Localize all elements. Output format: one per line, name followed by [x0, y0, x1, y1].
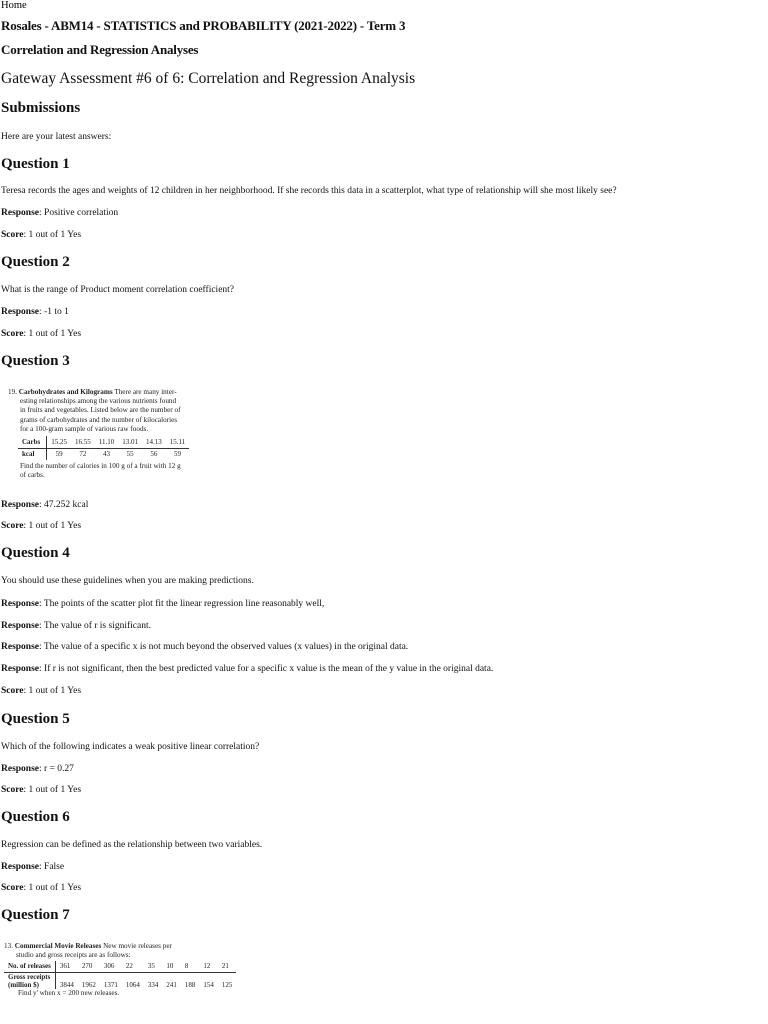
home-link[interactable]: Home: [1, 0, 27, 11]
figure-footer: Find y' when x = 200 new releases.: [18, 988, 120, 997]
table-row-label: Carbs: [18, 436, 47, 448]
table-cell: 361: [59, 962, 71, 971]
question-3-response: Response: 47.252 kcal: [1, 500, 89, 510]
submissions-heading: Submissions: [1, 100, 81, 116]
score-label: Score: [1, 785, 24, 795]
question-1-prompt: Teresa records the ages and weights of 12 children in her neighborhood. If she records this data in a scatterplot, what type of relationship will she most likely see?: [1, 186, 617, 196]
response-label: Response: [1, 862, 40, 872]
table-cell: 13.01: [122, 437, 139, 446]
table-cell: 59: [55, 450, 63, 459]
figure-title: Commercial Movie Releases: [14, 942, 102, 950]
question-4-heading: Question 4: [1, 545, 70, 561]
score-label: Score: [1, 230, 24, 240]
score-value: 1 out of 1 Yes: [28, 329, 82, 339]
table-cell: 56: [150, 450, 158, 459]
figure-number: 19.: [8, 388, 17, 396]
table-cell: 11.10: [98, 437, 115, 446]
table-row-label: No. of releases: [4, 961, 55, 972]
question-2-response: Response: -1 to 1: [1, 307, 69, 317]
table-cell: 241: [166, 980, 177, 989]
question-7-figure: [4, 942, 233, 1012]
breadcrumb-course[interactable]: Rosales - ABM14 - STATISTICS and PROBABILITY (2021-2022) - Term 3: [1, 18, 406, 33]
question-4-response-1: Response: The points of the scatter plot fit the linear regression line reasonably well,: [1, 599, 325, 609]
score-label: Score: [1, 521, 24, 531]
question-3-score: Score: 1 out of 1 Yes: [1, 521, 82, 531]
figure-footer: Find the number of calories in 100 g of a fruit with 12 g: [20, 462, 181, 471]
figure-text: studio and gross receipts are as follows:: [16, 951, 131, 959]
question-7-heading: Question 7: [1, 907, 70, 923]
response-label: Response: [1, 642, 40, 652]
row-label-line: Gross receipts: [8, 972, 51, 981]
question-4-response-2: Response: The value of r is significant.: [1, 621, 151, 631]
table-cell: 8: [184, 962, 189, 971]
response-value: r = 0.27: [44, 764, 74, 774]
score-label: Score: [1, 883, 24, 893]
intro-text: Here are your latest answers:: [1, 132, 112, 142]
score-label: Score: [1, 686, 24, 696]
figure-text: grams of carbohydrates and the number of kilocalories: [20, 415, 178, 424]
table-cell: 35: [147, 962, 155, 971]
table-cell: 154: [203, 980, 214, 989]
table-cell: 1064: [125, 980, 140, 989]
table-cell: 1962: [81, 980, 96, 989]
question-1-heading: Question 1: [1, 156, 70, 172]
response-value: -1 to 1: [44, 307, 69, 317]
table-cell: 59: [174, 450, 182, 459]
question-6-heading: Question 6: [1, 809, 70, 825]
table-row-label: [4, 972, 55, 989]
response-value: The points of the scatter plot fit the linear regression line reasonably well,: [43, 599, 325, 609]
response-value: 47.252 kcal: [44, 500, 89, 510]
question-5-heading: Question 5: [1, 711, 70, 727]
figure-table: [4, 961, 236, 989]
table-cell: 43: [103, 450, 111, 459]
response-value: False: [44, 862, 65, 872]
response-label: Response: [1, 208, 40, 218]
response-label: Response: [1, 307, 40, 317]
table-cell: 125: [221, 980, 233, 989]
table-cell: 334: [147, 980, 159, 989]
score-value: 1 out of 1 Yes: [28, 686, 82, 696]
question-5-response: Response: r = 0.27: [1, 764, 74, 774]
page-title: Gateway Assessment #6 of 6: Correlation and Regression Analysis: [1, 70, 416, 87]
table-cell: 1371: [103, 980, 118, 989]
response-value: Positive correlation: [44, 208, 119, 218]
response-value: The value of r is significant.: [43, 621, 151, 631]
score-value: 1 out of 1 Yes: [28, 521, 82, 531]
response-label: Response: [1, 764, 40, 774]
table-cell: 270: [81, 962, 93, 971]
response-label: Response: [1, 500, 40, 510]
table-cell: 188: [184, 980, 196, 989]
question-4-prompt: You should use these guidelines when you are making predictions.: [1, 576, 254, 586]
table-cell: 15.25: [51, 437, 68, 446]
figure-title: Carbohydrates and Kilograms: [18, 388, 113, 396]
figure-text: There are many inter-: [114, 388, 177, 396]
response-label: Response: [1, 599, 40, 609]
score-value: 1 out of 1 Yes: [28, 883, 82, 893]
question-4-score: Score: 1 out of 1 Yes: [1, 686, 82, 696]
table-row-label: kcal: [18, 448, 47, 460]
question-6-score: Score: 1 out of 1 Yes: [1, 883, 82, 893]
question-1-score: Score: 1 out of 1 Yes: [1, 230, 82, 240]
question-3-figure: [8, 388, 204, 486]
breadcrumb-section[interactable]: Correlation and Regression Analyses: [1, 42, 199, 57]
question-2-score: Score: 1 out of 1 Yes: [1, 329, 82, 339]
score-value: 1 out of 1 Yes: [28, 785, 82, 795]
table-cell: 55: [126, 450, 134, 459]
table-cell: 21: [221, 962, 229, 971]
table-cell: 15.11: [169, 437, 186, 446]
table-cell: 72: [79, 450, 87, 459]
question-2-heading: Question 2: [1, 254, 70, 270]
figure-text: New movie releases per: [103, 942, 172, 950]
figure-text: for a 100-gram sample of various raw foods.: [20, 424, 149, 433]
score-value: 1 out of 1 Yes: [28, 230, 82, 240]
table-cell: 14.13: [146, 437, 162, 446]
table-cell: 3844: [59, 980, 74, 989]
table-cell: 22: [125, 962, 133, 971]
figure-text: esting relationships among the various nutrients found: [20, 397, 177, 406]
table-cell: 306: [103, 962, 115, 971]
question-4-response-3: Response: The value of a specific x is not much beyond the observed values (x values) in the original data.: [1, 642, 409, 652]
question-2-prompt: What is the range of Product moment correlation coefficient?: [1, 285, 235, 295]
question-5-score: Score: 1 out of 1 Yes: [1, 785, 82, 795]
figure-text: in fruits and vegetables. Listed below are the number of: [20, 406, 181, 415]
response-value: The value of a specific x is not much beyond the observed values (x values) in the original data.: [43, 642, 409, 652]
question-6-prompt: Regression can be defined as the relationship between two variables.: [1, 840, 263, 850]
question-6-response: Response: False: [1, 862, 65, 872]
table-cell: 16.55: [75, 437, 91, 446]
response-value: If r is not significant, then the best predicted value for a specific x value is the mean of the y value in the original data.: [44, 664, 494, 674]
score-label: Score: [1, 329, 24, 339]
question-4-response-4: Response: If r is not significant, then the best predicted value for a specific x value is the mean of the y value in the original data.: [1, 664, 494, 674]
table-cell: 10: [166, 962, 174, 971]
table-cell: 12: [203, 962, 211, 971]
figure-number: 13.: [4, 942, 13, 950]
row-label-line: (million $): [8, 980, 39, 989]
question-5-prompt: Which of the following indicates a weak positive linear correlation?: [1, 742, 260, 752]
question-3-heading: Question 3: [1, 353, 70, 369]
figure-footer: of carbs.: [20, 471, 45, 480]
response-label: Response: [1, 664, 40, 674]
figure-table: [18, 436, 189, 460]
response-label: Response: [1, 621, 40, 631]
question-1-response: Response: Positive correlation: [1, 208, 119, 218]
